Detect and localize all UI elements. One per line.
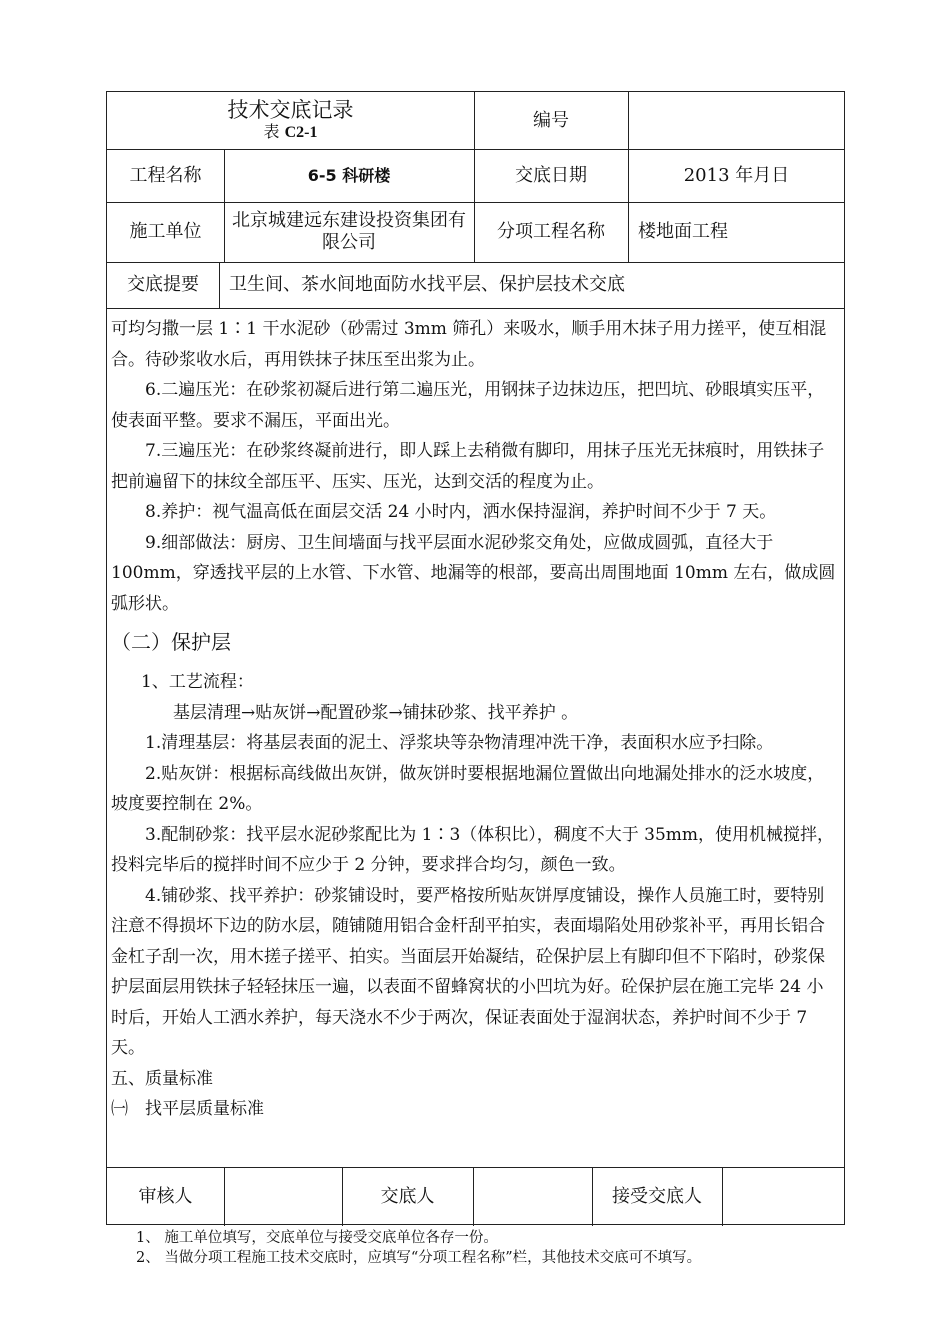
form-code: C2-1 [284,124,318,141]
footnotes [136,1228,701,1268]
project-name-value: 6-5 科研楼 [307,165,391,185]
summary-label: 交底提要 [127,274,199,295]
row-divider [107,308,844,309]
paragraph: 6.二遍压光：在砂浆初凝后进行第二遍压光，用钢抹子边抹边压，把凹坑、砂眼填实压平，使表面平整。要求不漏压，平面出光。 [111,380,825,431]
reviewer-signature[interactable] [224,1167,342,1226]
summary-value: 卫生间、茶水间地面防水找平层、保护层技术交底 [229,274,625,295]
reviewer-label: 审核人 [138,1185,193,1207]
number-label: 编号 [533,109,569,131]
disclosure-content [111,314,840,1125]
date-value: 2013 年月日 [683,164,790,186]
footnote: 2、 当做分项工程施工技术交底时，应填写“分项工程名称”栏，其他技术交底可不填写。 [136,1250,702,1266]
disclosure-form [106,91,845,1225]
form-title: 技术交底记录 [227,98,354,122]
form-title-block [107,92,474,149]
paragraph: 8.养护：视气温高低在面层交活 24 小时内，洒水保持湿润，养护时间不少于 7 天。 [145,502,777,522]
form-code-prefix: 表 [263,122,280,141]
paragraph: 可均匀撒一层 1∶1 干水泥砂（砂需过 3mm 筛孔）来吸水，顺手用木抹子用力搓平，使互相混合。待砂浆收水后，再用铁抹子抹压至出浆为止。 [111,319,827,370]
paragraph: 7.三遍压光：在砂浆终凝前进行，即人踩上去稍微有脚印，用抹子压光无抹痕时，用铁抹子把前遍留下的抹纹全部压平、压实、压光，达到交活的程度为止。 [111,441,825,492]
subproject-value: 楼地面工程 [638,221,728,242]
contractor-label: 施工单位 [129,221,202,242]
subheading: 1、工艺流程： [141,672,254,692]
paragraph: 4.铺砂浆、找平养护：砂浆铺设时，要严格按所贴灰饼厚度铺设，操作人员施工时，要特别注意不得损坏下边的防水层，随铺随用铝合金杆刮平拍实，表面塌陷处用砂浆补平，再用长铝合金杠子刮一次，用木搓子搓平、拍实。当面层开始凝结，砼保护层上有脚印但不下陷时，砂浆保护层面层用铁抹子轻轻抹压一遍，以表面不留蜂窝状的小凹坑为好。砼保护层在施工完毕 24 小时后，开始人工洒水养护，每天浇水不少于两次，保证表面处于湿润状态，养护时间不少于 7 天。 [111,885,825,1058]
date-label: 交底日期 [515,164,587,186]
paragraph: 1.清理基层：将基层表面的泥土、浮浆块等杂物清理冲洗干净，表面积水应予扫除。 [145,733,774,753]
discloser-signature[interactable] [473,1167,592,1226]
paragraph: 3.配制砂浆：找平层水泥砂浆配比为 1∶3（体积比），稠度不大于 35mm，使用机械搅拌，投料完毕后的搅拌时间不应少于 2 分钟，要求拌合均匀，颜色一致。 [111,824,835,875]
form-code-line [264,122,318,143]
paragraph: 2.贴灰饼：根据标高线做出灰饼，做灰饼时要根据地漏位置做出向地漏处排水的泛水坡度，坡度要控制在 2%。 [111,763,825,814]
subheading: ㈠ 找平层质量标准 [111,1099,264,1119]
project-name-label: 工程名称 [129,164,202,186]
paragraph: 9.细部做法：厨房、卫生间墙面与找平层面水泥砂浆交角处，应做成圆弧，直径大于 100mm，穿透找平层的上水管、下水管、地漏等的根部，要高出周围地面 10mm 左右，做成圆弧形状。 [111,532,836,614]
process-flow: 基层清理→贴灰饼→配置砂浆→铺抹砂浆、找平养护 。 [173,702,579,723]
receiver-signature[interactable] [722,1167,845,1226]
subproject-label: 分项工程名称 [497,221,605,242]
contractor-value: 北京城建远东建设投资集团有限公司 [232,210,466,253]
footnote: 1、 施工单位填写，交底单位与接受交底单位各存一份。 [136,1230,498,1246]
section-heading: 五、质量标准 [111,1068,213,1089]
discloser-label: 交底人 [380,1185,435,1207]
receiver-label: 接受交底人 [612,1185,702,1207]
number-value[interactable] [628,92,845,149]
section-heading: （二）保护层 [111,630,231,654]
